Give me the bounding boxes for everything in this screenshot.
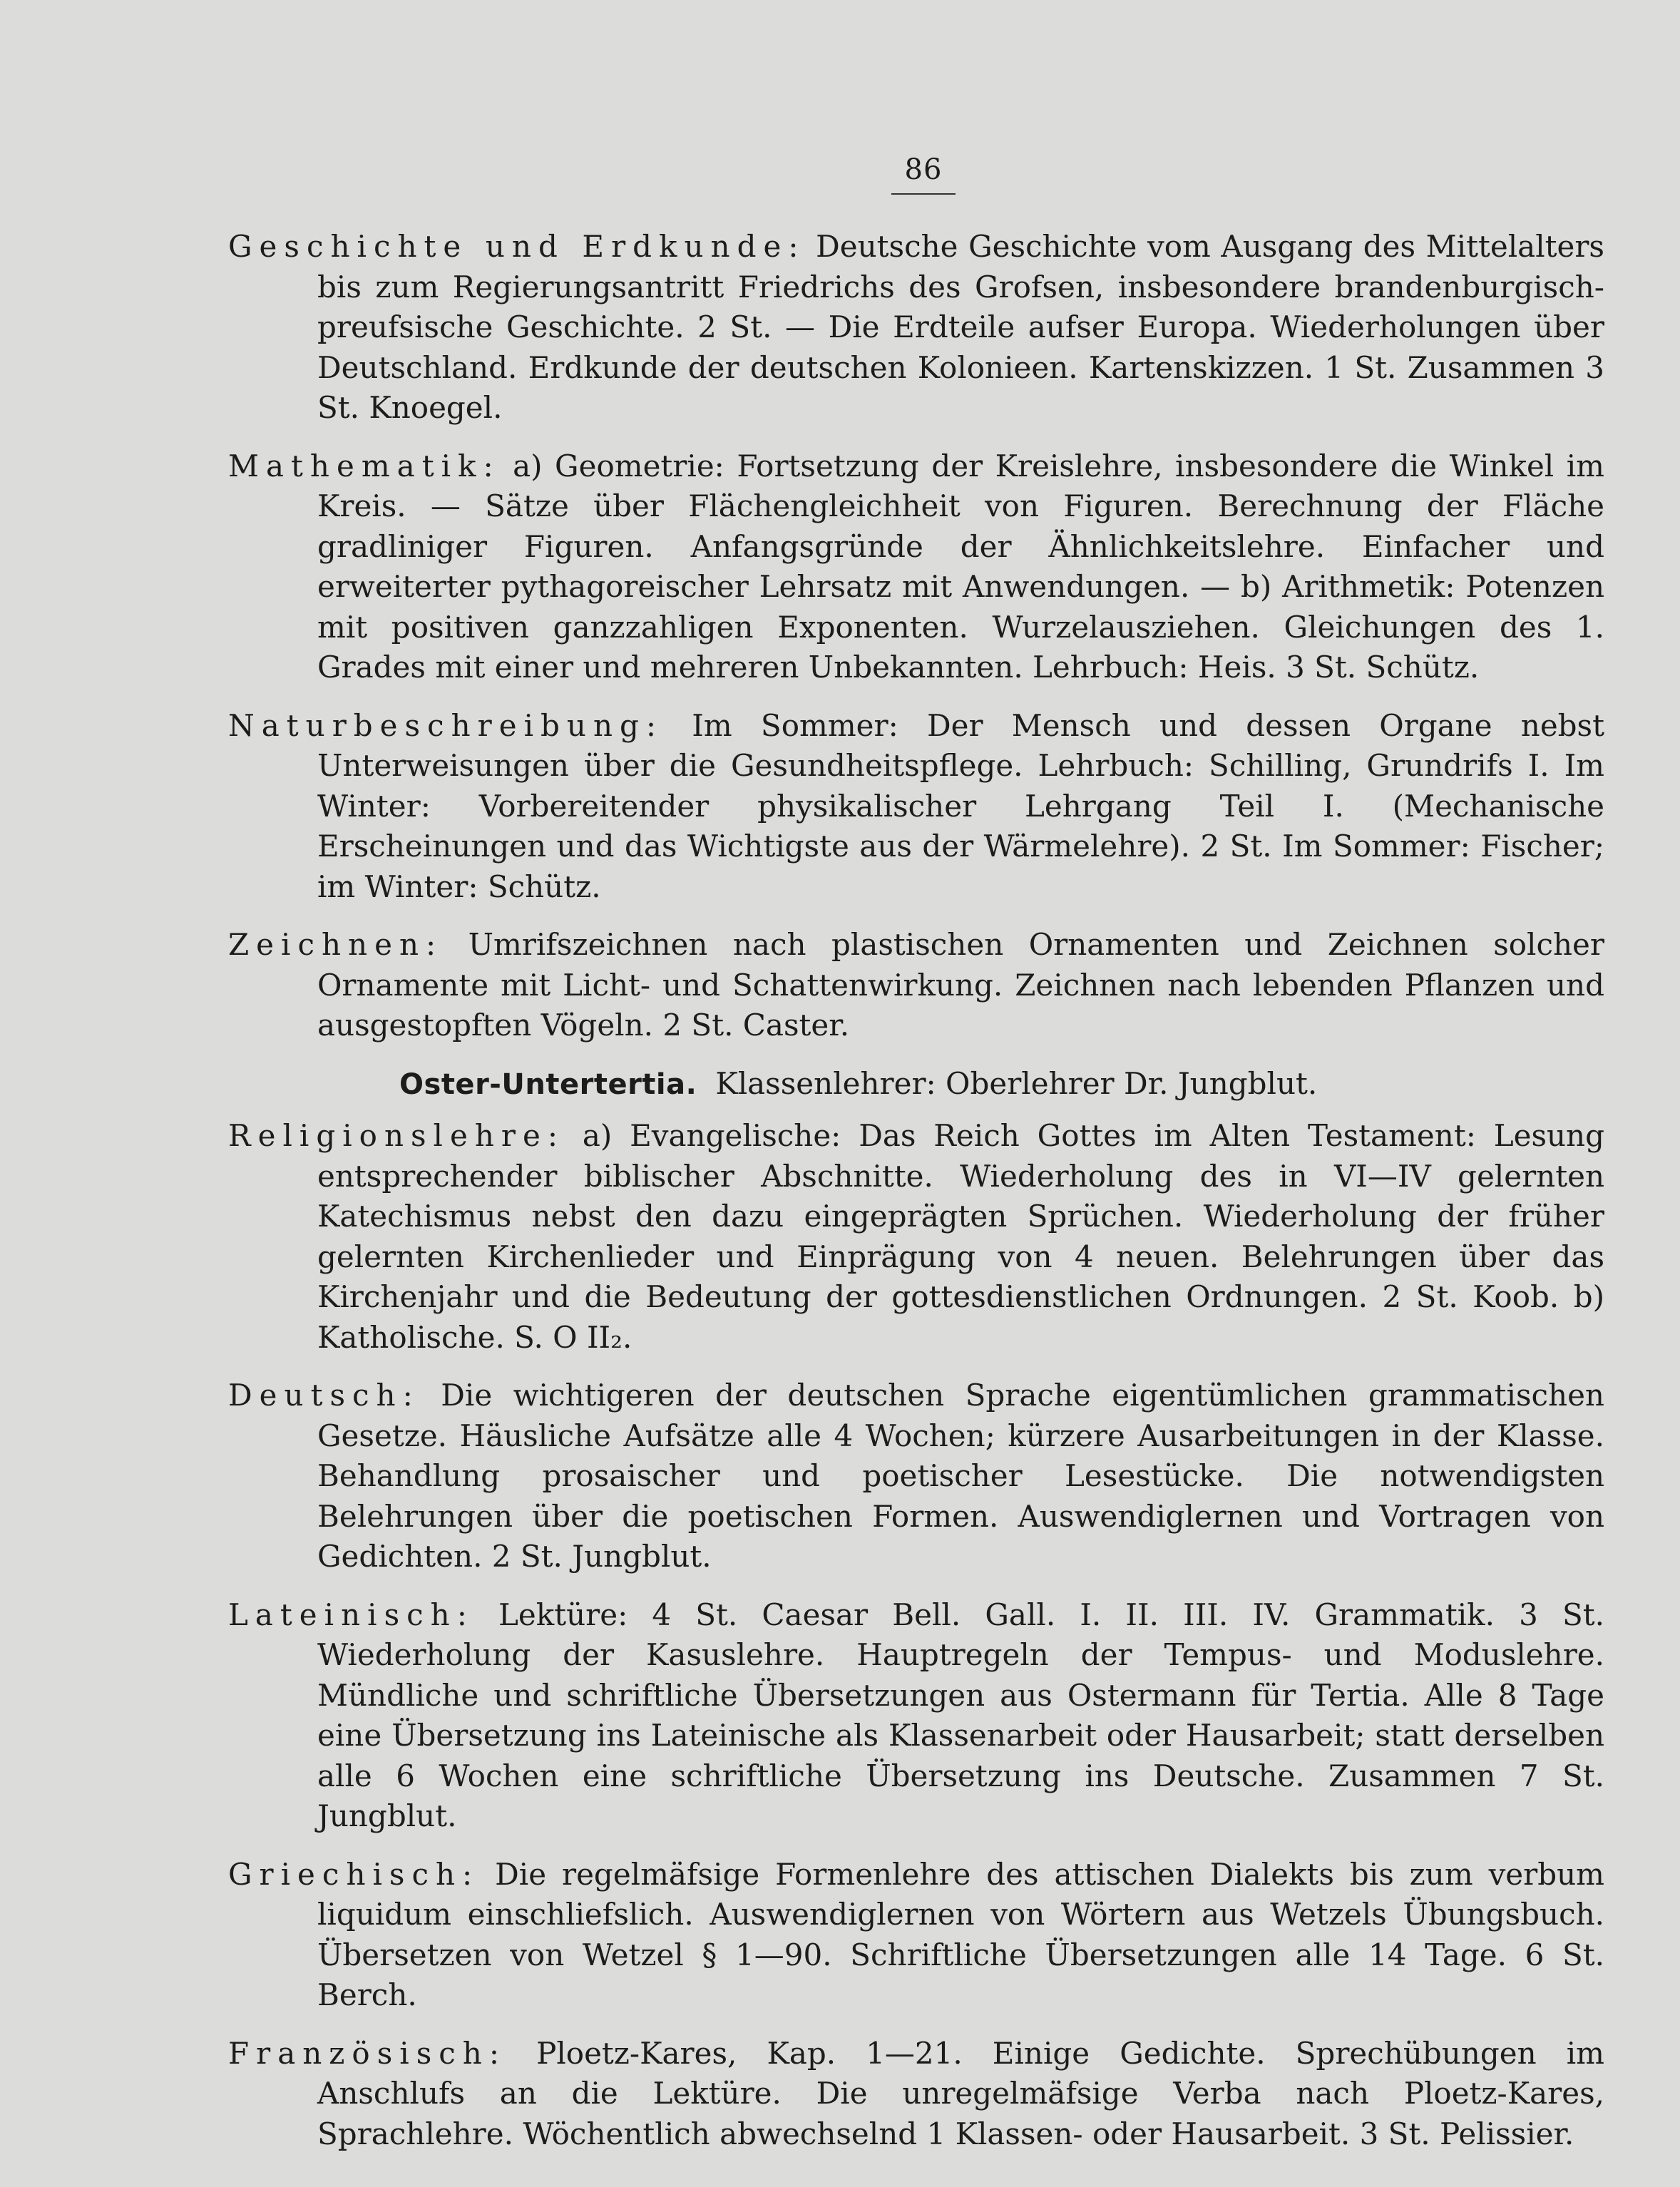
subject-text: Lektüre: 4 St. Caesar Bell. Gall. I. II. III. IV. Grammatik. 3 St. Wiederholung der Kasuslehre. Hauptregeln der Tempus- und Moduslehre. Mündliche und schriftliche Übersetzungen aus Ostermann für Tertia. Alle 8 Tage eine Übersetzung ins Lateinische als Klassenarbeit oder Hausarbeit; statt derselben alle 6 Wochen eine schriftliche Übersetzung ins Deutsche. Zusammen 7 St. Jungblut. bbox=[317, 1597, 1604, 1833]
subject-heading: Deutsch: bbox=[228, 1378, 420, 1413]
subject-paragraph-religionslehre bbox=[228, 1116, 1604, 1358]
subject-heading: Geschichte und Erdkunde: bbox=[228, 229, 806, 264]
subject-paragraph-naturbeschreibung bbox=[228, 706, 1604, 908]
subject-text: Deutsche Geschichte vom Ausgang des Mittelalters bis zum Regierungsantritt Friedrichs des Grofsen, insbesondere brandenburgisch-preufsische Geschichte. 2 St. — Die Erdteile aufser Europa. Wiederholungen über Deutschland. Erdkunde der deutschen Kolonieen. Kartenskizzen. 1 St. Zusammen 3 St. Knoegel. bbox=[317, 229, 1604, 425]
subject-text: a) Evangelische: Das Reich Gottes im Alten Testament: Lesung entsprechender biblischer Abschnitte. Wiederholung des in VI—IV gelernten Katechismus nebst den dazu eingeprägten Sprüchen. Wiederholung der früher gelernten Kirchenlieder und Einprägung von 4 neuen. Belehrungen über das Kirchenjahr und die Bedeutung der gottesdienstlichen Ordnungen. 2 St. Koob. b) Katholische. S. O II₂. bbox=[317, 1118, 1604, 1355]
page-number: 86 bbox=[891, 153, 956, 195]
subject-heading: Griechisch: bbox=[228, 1856, 480, 1892]
subject-text: Ploetz-Kares, Kap. 1—21. Einige Gedichte. Sprechübungen im Anschlufs an die Lektüre. Die unregelmäfsige Verba nach Ploetz-Kares, Sprachlehre. Wöchentlich abwechselnd 1 Klassen- oder Hausarbeit. 3 St. Pelissier. bbox=[317, 2035, 1604, 2151]
subject-text: Die regelmäfsige Formenlehre des attischen Dialekts bis zum verbum liquidum einschliefslich. Auswendiglernen von Wörtern aus Wetzels Übungsbuch. Übersetzen von Wetzel § 1—90. Schriftliche Übersetzungen alle 14 Tage. 6 St. Berch. bbox=[317, 1856, 1605, 2012]
subject-heading: Lateinisch: bbox=[228, 1597, 474, 1632]
subject-heading: Mathematik: bbox=[228, 448, 501, 483]
subject-text: Die wichtigeren der deutschen Sprache eigentümlichen grammatischen Gesetze. Häusliche Aufsätze alle 4 Wochen; kürzere Ausarbeitungen in der Klasse. Behandlung prosaischer und poetischer Lesestücke. Die notwendigsten Belehrungen über die poetischen Formen. Auswendiglernen und Vortragen von Gedichten. 2 St. Jungblut. bbox=[317, 1378, 1604, 1574]
subject-text: Umrifszeichnen nach plastischen Ornamenten und Zeichnen solcher Ornamente mit Licht- und Schattenwirkung. Zeichnen nach lebenden Pflanzen und ausgestopften Vögeln. 2 St. Caster. bbox=[317, 927, 1604, 1043]
page-body bbox=[228, 227, 1604, 2172]
subject-heading: Naturbeschreibung: bbox=[228, 707, 664, 743]
subject-heading: Zeichnen: bbox=[228, 927, 444, 962]
subject-paragraph-lateinisch bbox=[228, 1595, 1604, 1837]
subject-heading: Französisch: bbox=[228, 2035, 506, 2071]
section-heading bbox=[228, 1064, 1604, 1105]
subject-paragraph-griechisch bbox=[228, 1855, 1604, 2016]
subject-paragraph-zeichnen bbox=[228, 925, 1604, 1046]
subject-paragraph-geschichte bbox=[228, 227, 1604, 429]
section-subtitle: Klassenlehrer: Oberlehrer Dr. Jungblut. bbox=[715, 1065, 1318, 1101]
subject-text: a) Geometrie: Fortsetzung der Kreislehre, insbesondere die Winkel im Kreis. — Sätze über Flächengleichheit von Figuren. Berechnung der Fläche gradliniger Figuren. Anfangsgründe der Ähnlichkeitslehre. Einfacher und erweiterter pythagoreischer Lehrsatz mit Anwendungen. — b) Arithmetik: Potenzen mit positiven ganzzahligen Exponenten. Wurzelausziehen. Gleichungen des 1. Grades mit einer und mehreren Unbekannten. Lehrbuch: Heis. 3 St. Schütz. bbox=[317, 448, 1604, 685]
subject-heading: Religionslehre: bbox=[228, 1118, 565, 1153]
subject-text: Im Sommer: Der Mensch und dessen Organe nebst Unterweisungen über die Gesundheitspflege. Lehrbuch: Schilling, Grundrifs I. Im Winter: Vorbereitender physikalischer Lehrgang Teil I. (Mechanische Erscheinungen und das Wichtigste aus der Wärmelehre). 2 St. Im Sommer: Fischer; im Winter: Schütz. bbox=[317, 707, 1604, 904]
subject-paragraph-deutsch bbox=[228, 1376, 1604, 1577]
subject-paragraph-franzoesisch bbox=[228, 2034, 1604, 2155]
subject-paragraph-mathematik bbox=[228, 446, 1604, 688]
section-title: Oster-Untertertia. bbox=[399, 1067, 697, 1101]
